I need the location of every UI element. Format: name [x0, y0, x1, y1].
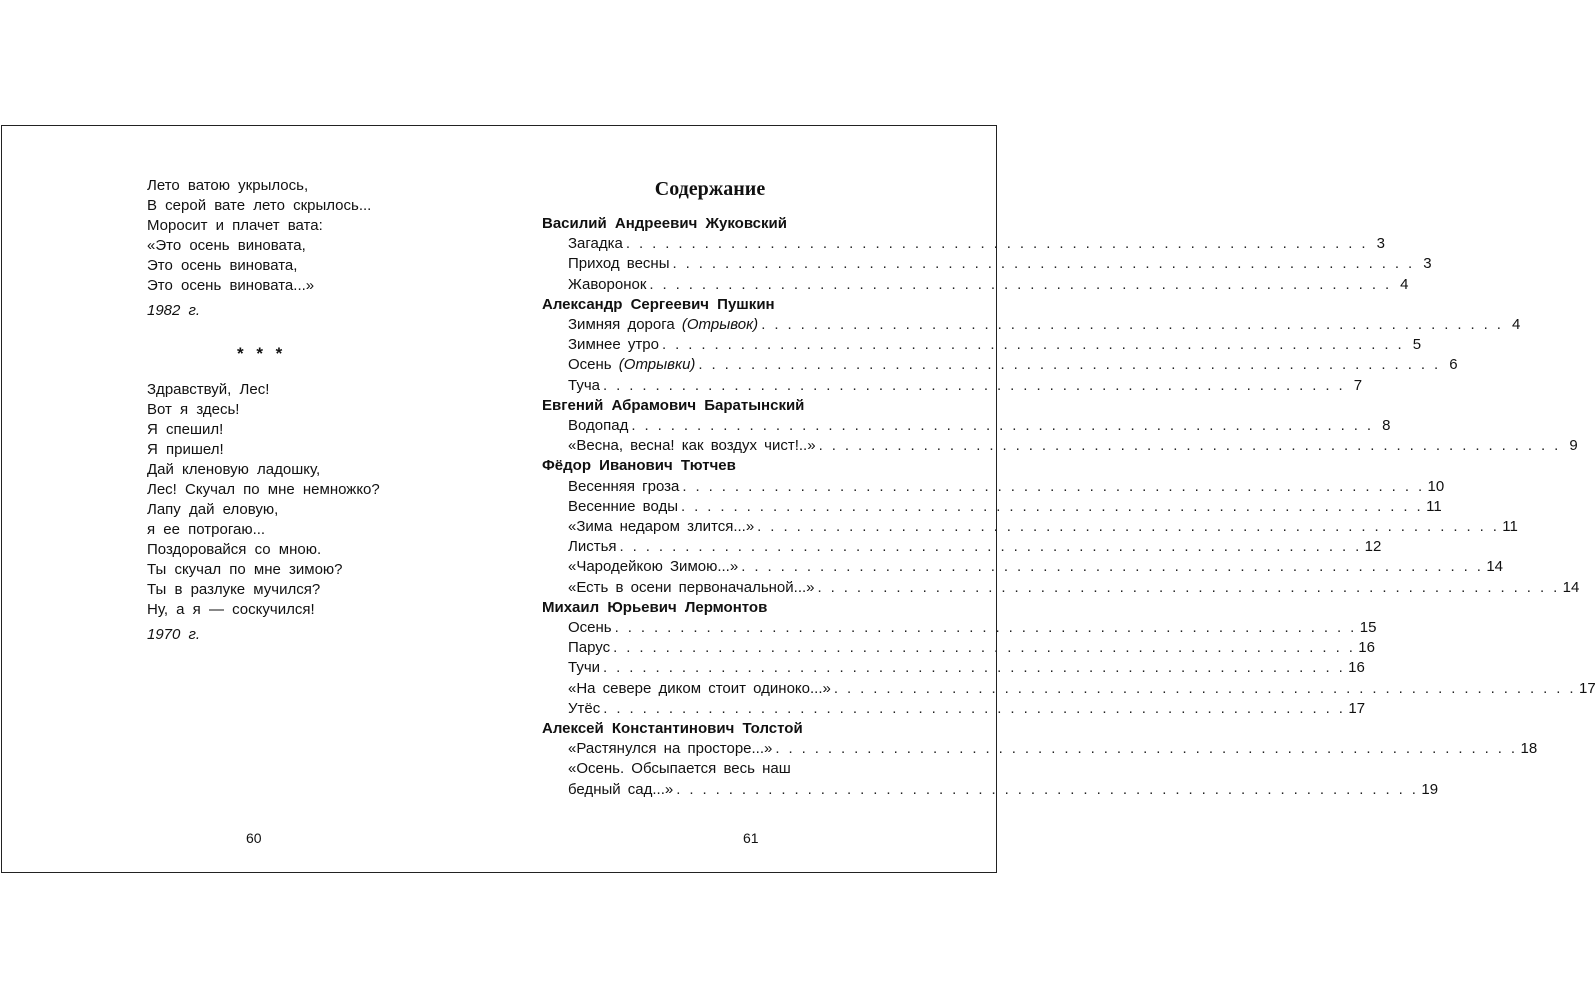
toc-entry-title [568, 497, 678, 517]
toc-author: Михаил Юрьевич Лермонтов [542, 598, 768, 616]
poem-line: Поздоровайся со мною. [147, 541, 322, 558]
toc-dot-leader: . . . . . . . . . . . . . . . . . . . . . . . . . . . . . . . . . . . . . . . . . . . . . . . . . . . . . . . . . [757, 518, 1500, 536]
toc-dot-leader: . . . . . . . . . . . . . . . . . . . . . . . . . . . . . . . . . . . . . . . . . . . . . . . . . . . . . . . . . [649, 275, 1392, 293]
toc-page-number: 16 [1358, 639, 1375, 657]
toc-entry-title [568, 557, 738, 577]
toc-entry [542, 699, 1366, 719]
toc-entry [542, 477, 1445, 497]
toc-entry-title [568, 477, 679, 497]
poem-line: В серой вате лето скрылось... [147, 197, 372, 214]
left-page [2, 126, 500, 872]
toc-entry-note: (Отрывки) [618, 356, 696, 374]
toc-entry [542, 335, 1422, 355]
toc-entry-title-text: Весенняя гроза [568, 477, 680, 495]
toc-entry-title-text: Приход весны [568, 255, 670, 273]
toc-entry [542, 315, 1521, 335]
toc-entry [542, 557, 1504, 577]
toc-entry [542, 537, 1382, 557]
toc-entry-title-text: «Чародейкою Зимою...» [568, 558, 739, 576]
toc-dot-leader: . . . . . . . . . . . . . . . . . . . . . . . . . . . . . . . . . . . . . . . . . . . . . . . . . . . . . . . . . [672, 255, 1415, 273]
toc-dot-leader: . . . . . . . . . . . . . . . . . . . . . . . . . . . . . . . . . . . . . . . . . . . . . . . . . . . . . . . . . [761, 316, 1504, 334]
poem-line: Я пришел! [147, 441, 224, 458]
poem-autumn [147, 176, 371, 296]
toc-entry-title [568, 275, 646, 295]
toc-dot-leader: . . . . . . . . . . . . . . . . . . . . . . . . . . . . . . . . . . . . . . . . . . . . . . . . . . . . . . . . . [619, 538, 1362, 556]
toc-entry-title-text: Туча [568, 376, 600, 394]
toc-dot-leader: . . . . . . . . . . . . . . . . . . . . . . . . . . . . . . . . . . . . . . . . . . . . . . . . . . . . . . . . . [817, 578, 1560, 596]
poem-line: Ну, а я — соскучился! [147, 601, 315, 618]
poem-line: Лето ватою укрылось, [147, 177, 309, 194]
toc-dot-leader: . . . . . . . . . . . . . . . . . . . . . . . . . . . . . . . . . . . . . . . . . . . . . . . . . . . . . . . . . [698, 356, 1441, 374]
toc-page-number: 3 [1376, 235, 1385, 253]
toc-page-number: 3 [1423, 255, 1432, 273]
toc-dot-leader: . . . . . . . . . . . . . . . . . . . . . . . . . . . . . . . . . . . . . . . . . . . . . . . . . . . . . . . . . [818, 437, 1561, 455]
toc-page-number: 14 [1486, 558, 1504, 576]
toc-entry-title [568, 537, 617, 557]
toc-entry-title [568, 355, 695, 375]
poem-forest [147, 380, 380, 620]
poem-date: 1970 г. [147, 626, 201, 643]
toc-dot-leader: . . . . . . . . . . . . . . . . . . . . . . . . . . . . . . . . . . . . . . . . . . . . . . . . . . . . . . . . . [661, 336, 1405, 354]
poem-line: Моросит и плачет вата: [147, 217, 323, 234]
toc-entry-title [568, 638, 610, 658]
page-number: 61 [743, 830, 759, 846]
toc-entry-title-text: «Зима недаром злится...» [568, 518, 755, 536]
toc-entry-title-text: Листья [568, 538, 617, 556]
book-spread [1, 125, 1596, 873]
toc-entry [542, 497, 1442, 517]
table-of-contents [542, 214, 1596, 800]
toc-entry [542, 638, 1375, 658]
poem-line: я ее потрогаю... [147, 521, 266, 538]
toc-dot-leader: . . . . . . . . . . . . . . . . . . . . . . . . . . . . . . . . . . . . . . . . . . . . . . . . . . . . . . . . . [613, 639, 1356, 657]
toc-dot-leader: . . . . . . . . . . . . . . . . . . . . . . . . . . . . . . . . . . . . . . . . . . . . . . . . . . . . . . . . . [603, 659, 1346, 677]
toc-page-number: 6 [1449, 356, 1458, 374]
poem-line: Ты в разлуке мучился? [147, 581, 321, 598]
poem-line: Я спешил! [147, 421, 224, 438]
toc-entry [542, 436, 1578, 456]
toc-entry-title [568, 578, 815, 598]
toc-page-number: 12 [1364, 538, 1382, 556]
toc-entry [542, 658, 1365, 678]
toc-author: Евгений Абрамович Баратынский [542, 396, 805, 414]
toc-entry-title: «Осень. Обсыпается весь наш [568, 760, 791, 778]
toc-entry-title-text: «Растянулся на просторе...» [568, 740, 773, 758]
toc-page-number: 11 [1502, 518, 1518, 536]
toc-page-number: 16 [1348, 659, 1365, 677]
toc-entry-title-text: Парус [568, 639, 611, 657]
toc-entry [542, 679, 1596, 699]
poem-line: «Это осень виновата, [147, 237, 306, 254]
toc-page-number: 9 [1569, 437, 1578, 455]
toc-entry [542, 618, 1377, 638]
toc-entry-note: (Отрывок) [681, 316, 759, 334]
toc-dot-leader: . . . . . . . . . . . . . . . . . . . . . . . . . . . . . . . . . . . . . . . . . . . . . . . . . . . . . . . . . [741, 558, 1484, 576]
toc-author: Василий Андреевич Жуковский [542, 215, 787, 232]
toc-dot-leader: . . . . . . . . . . . . . . . . . . . . . . . . . . . . . . . . . . . . . . . . . . . . . . . . . . . . . . . . . [681, 497, 1424, 515]
toc-entry [542, 254, 1432, 274]
toc-dot-leader: . . . . . . . . . . . . . . . . . . . . . . . . . . . . . . . . . . . . . . . . . . . . . . . . . . . . . . . . . [614, 619, 1357, 637]
toc-entry [542, 376, 1363, 396]
toc-page-number: 17 [1348, 699, 1366, 717]
toc-entry-title [568, 436, 816, 456]
toc-dot-leader: . . . . . . . . . . . . . . . . . . . . . . . . . . . . . . . . . . . . . . . . . . . . . . . . . . . . . . . . . [775, 740, 1518, 758]
toc-dot-leader: . . . . . . . . . . . . . . . . . . . . . . . . . . . . . . . . . . . . . . . . . . . . . . . . . . . . . . . . . [676, 780, 1419, 798]
toc-page-number: 14 [1562, 578, 1580, 596]
toc-page-number: 4 [1400, 275, 1409, 293]
toc-author: Александр Сергеевич Пушкин [542, 295, 775, 313]
toc-entry-title [568, 658, 600, 678]
poem-line: Это осень виновата, [147, 257, 298, 274]
toc-dot-leader: . . . . . . . . . . . . . . . . . . . . . . . . . . . . . . . . . . . . . . . . . . . . . . . . . . . . . . . . . [625, 235, 1368, 253]
toc-entry-title [568, 234, 623, 254]
toc-entry-title-text: Тучи [568, 659, 601, 677]
toc-entry-title-text: Утёс [568, 699, 601, 717]
toc-entry-title-text: Жаворонок [568, 275, 647, 293]
toc-entry-title [568, 699, 600, 719]
toc-entry-title-text: Осень [568, 619, 612, 637]
toc-entry-title-text: Весенние воды [568, 497, 678, 515]
toc-entry-title-text: Загадка [568, 235, 623, 253]
toc-entry-title [568, 416, 628, 436]
toc-page-number: 4 [1511, 316, 1521, 334]
toc-entry-title [568, 739, 772, 759]
toc-entry-title-text: «Есть в осени первоначальной...» [568, 578, 815, 596]
toc-entry-title-text: Водопад [568, 417, 629, 435]
toc-entry-title [568, 517, 754, 537]
toc-page-number: 5 [1412, 336, 1422, 354]
right-page [500, 126, 1596, 872]
toc-author: Фёдор Иванович Тютчев [542, 457, 736, 475]
toc-entry-title [568, 315, 758, 335]
toc-entry-title: бедный сад...» [568, 780, 674, 798]
toc-entry-title [568, 376, 600, 396]
toc-entry [542, 578, 1580, 598]
toc-entry-title-text: «Весна, весна! как воздух чист!..» [568, 437, 816, 455]
toc-entry-title-text: Осень [568, 356, 612, 374]
toc-entry [542, 517, 1518, 537]
section-separator: * * * [237, 344, 287, 363]
toc-page-number: 8 [1382, 417, 1391, 435]
poem-line: Здравствуй, Лес! [147, 381, 270, 398]
toc-entry [542, 739, 1538, 759]
poem-line: Лапу дай еловую, [147, 501, 279, 518]
poem-line: Дай кленовую ладошку, [147, 461, 321, 478]
toc-page-number: 17 [1578, 679, 1596, 697]
toc-dot-leader: . . . . . . . . . . . . . . . . . . . . . . . . . . . . . . . . . . . . . . . . . . . . . . . . . . . . . . . . . [602, 376, 1346, 394]
toc-entry-title [568, 254, 669, 274]
toc-dot-leader: . . . . . . . . . . . . . . . . . . . . . . . . . . . . . . . . . . . . . . . . . . . . . . . . . . . . . . . . . [603, 699, 1346, 717]
toc-entry [542, 416, 1391, 436]
toc-entry-title [568, 679, 831, 699]
toc-entry [542, 355, 1458, 375]
toc-page-number: 10 [1427, 477, 1445, 495]
toc-page-number: 15 [1359, 619, 1377, 637]
toc-entry-title-text: «На севере диком стоит одиноко...» [568, 679, 831, 697]
toc-page-number: 11 [1426, 497, 1442, 515]
poem-line: Вот я здесь! [147, 401, 240, 418]
toc-entry [542, 275, 1409, 295]
toc-author: Алексей Константинович Толстой [542, 720, 803, 738]
toc-page-number: 18 [1520, 740, 1538, 758]
poem-line: Это осень виновата...» [147, 277, 315, 294]
toc-page-number: 19 [1421, 780, 1439, 798]
toc-entry-title-text: Зимняя дорога [568, 316, 675, 334]
toc-entry [542, 759, 1439, 799]
toc-entry-title [568, 618, 612, 638]
poem-line: Лес! Скучал по мне немножко? [147, 481, 380, 498]
toc-entry-title-text: Зимнее утро [568, 336, 659, 354]
poem-date: 1982 г. [147, 302, 201, 319]
toc-page-number: 7 [1353, 376, 1363, 394]
toc-dot-leader: . . . . . . . . . . . . . . . . . . . . . . . . . . . . . . . . . . . . . . . . . . . . . . . . . . . . . . . . . [631, 417, 1374, 435]
page-number: 60 [246, 830, 262, 846]
toc-entry [542, 234, 1385, 254]
toc-title: Содержание [654, 178, 766, 200]
toc-dot-leader: . . . . . . . . . . . . . . . . . . . . . . . . . . . . . . . . . . . . . . . . . . . . . . . . . . . . . . . . . [833, 679, 1576, 697]
poem-line: Ты скучал по мне зимою? [147, 561, 343, 578]
toc-dot-leader: . . . . . . . . . . . . . . . . . . . . . . . . . . . . . . . . . . . . . . . . . . . . . . . . . . . . . . . . . [682, 477, 1425, 495]
toc-entry-title [568, 335, 659, 355]
